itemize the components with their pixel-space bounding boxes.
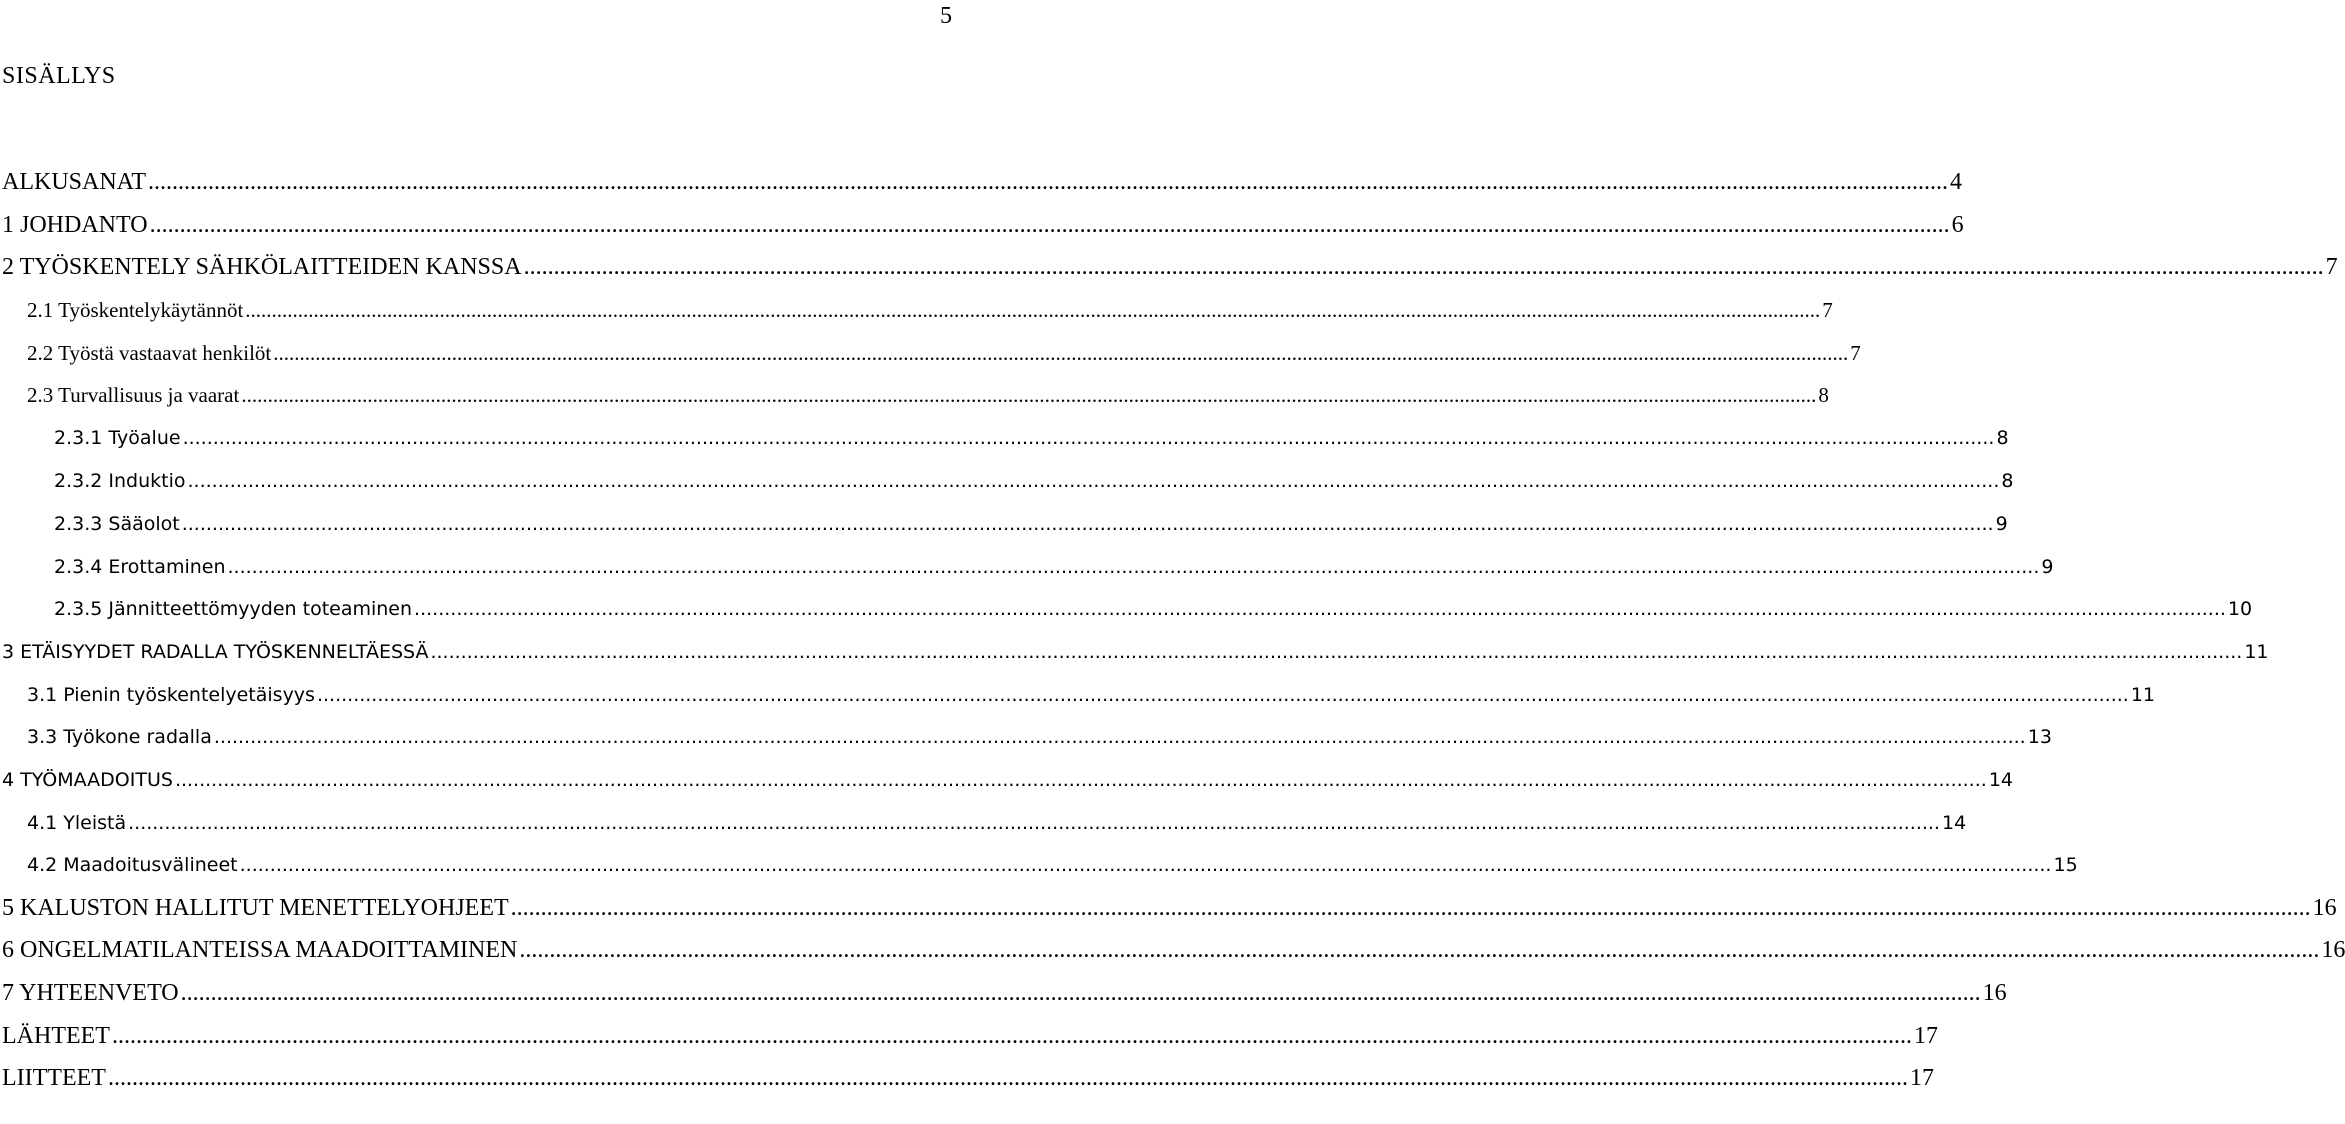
toc-entry-page: 9 bbox=[1995, 512, 2008, 535]
toc-entry-label: LÄHTEET bbox=[2, 1022, 110, 1049]
toc-entry-3-3[interactable] bbox=[0, 716, 2052, 759]
toc-entry-label: 2.3 Turvallisuus ja vaarat bbox=[27, 383, 240, 408]
toc-entry-tyomaadoitus[interactable] bbox=[0, 759, 2013, 802]
toc-entry-label: 4.2 Maadoitusvälineet bbox=[27, 854, 238, 877]
toc-entry-2-3-4[interactable] bbox=[0, 545, 2054, 588]
toc-entry-label: 2 TYÖSKENTELY SÄHKÖLAITTEIDEN KANSSA bbox=[2, 254, 522, 281]
toc-entry-page: 7 bbox=[1850, 340, 1861, 365]
dot-leader: ............................................................................................................................................................................................................................................................................................................ bbox=[213, 726, 2026, 749]
toc-entry-label: LIITTEET bbox=[2, 1065, 106, 1092]
toc-entry-page: 16 bbox=[2321, 937, 2345, 964]
dot-leader: ............................................................................................................................................................................................................................................................................................................ bbox=[111, 1022, 1912, 1049]
toc-entry-page: 13 bbox=[2027, 726, 2052, 749]
toc-entry-2-3[interactable] bbox=[0, 374, 1829, 417]
dot-leader: ............................................................................................................................................................................................................................................................................................................ bbox=[316, 683, 2129, 706]
toc-entry-4-1[interactable] bbox=[0, 801, 1967, 844]
toc-entry-label: 2.3.4 Erottaminen bbox=[54, 555, 226, 578]
dot-leader: ............................................................................................................................................................................................................................................................................................................ bbox=[227, 555, 2040, 578]
toc-entry-page: 9 bbox=[2041, 555, 2054, 578]
toc-entry-label: 3 ETÄISYYDET RADALLA TYÖSKENNELTÄESSÄ bbox=[2, 640, 429, 663]
toc-entry-page: 17 bbox=[1909, 1065, 1934, 1092]
toc-entry-label: 1 JOHDANTO bbox=[2, 211, 148, 238]
toc-entry-page: 11 bbox=[2130, 683, 2156, 706]
toc-entry-2-3-5[interactable] bbox=[0, 588, 2253, 631]
toc-entry-page: 14 bbox=[1941, 811, 1967, 834]
dot-leader: ............................................................................................................................................................................................................................................................................................................ bbox=[181, 512, 1994, 535]
toc-entry-label: 2.3.3 Sääolot bbox=[54, 512, 180, 535]
toc-entry-label: 3.1 Pienin työskentelyetäisyys bbox=[27, 683, 315, 706]
dot-leader: ............................................................................................................................................................................................................................................................................................................ bbox=[174, 768, 1987, 791]
page-number: 5 bbox=[940, 3, 952, 29]
toc-entry-page: 15 bbox=[2053, 854, 2078, 877]
dot-leader: ............................................................................................................................................................................................................................................................................................................ bbox=[430, 640, 2243, 663]
toc-entry-johdanto[interactable] bbox=[0, 204, 1964, 247]
toc-entry-page: 6 bbox=[1951, 211, 1964, 238]
toc-entry-page: 16 bbox=[1982, 979, 2007, 1006]
toc-entry-alkusanat[interactable] bbox=[0, 161, 1962, 204]
toc-entry-2-3-3[interactable] bbox=[0, 503, 2008, 546]
dot-leader: ............................................................................................................................................................................................................................................................................................................ bbox=[239, 854, 2052, 877]
toc-entry-label: 6 ONGELMATILANTEISSA MAADOITTAMINEN bbox=[2, 937, 518, 964]
dot-leader: ............................................................................................................................................................................................................................................................................................................ bbox=[148, 168, 1948, 195]
toc-entry-label: 3.3 Työkone radalla bbox=[27, 726, 212, 749]
toc-entry-label: 4 TYÖMAADOITUS bbox=[2, 768, 173, 791]
toc-entry-3-1[interactable] bbox=[0, 673, 2156, 716]
toc-entry-label: 2.1 Työskentelykäytännöt bbox=[27, 297, 244, 322]
dot-leader: ............................................................................................................................................................................................................................................................................................................ bbox=[414, 598, 2226, 621]
dot-leader: ............................................................................................................................................................................................................................................................................................................ bbox=[128, 811, 1940, 834]
toc-title: SISÄLLYS bbox=[2, 63, 116, 89]
toc-entry-page: 17 bbox=[1913, 1022, 1938, 1049]
toc-entry-ongelmatilanteissa[interactable] bbox=[0, 929, 2345, 972]
toc-entry-page: 11 bbox=[2244, 640, 2269, 663]
dot-leader: ............................................................................................................................................................................................................................................................................................................ bbox=[241, 383, 1817, 408]
dot-leader: ............................................................................................................................................................................................................................................................................................................ bbox=[523, 254, 2324, 281]
toc-entry-2-2[interactable] bbox=[0, 332, 1861, 375]
toc-entry-tyoskentely[interactable] bbox=[0, 246, 2338, 289]
toc-entry-label: 5 KALUSTON HALLITUT MENETTELYOHJEET bbox=[2, 894, 509, 921]
toc-entry-label: 2.3.5 Jännitteettömyyden toteaminen bbox=[54, 598, 413, 621]
toc-entry-page: 14 bbox=[1988, 768, 2013, 791]
dot-leader: ............................................................................................................................................................................................................................................................................................................ bbox=[519, 937, 2320, 964]
dot-leader: ............................................................................................................................................................................................................................................................................................................ bbox=[245, 297, 1821, 322]
toc-entry-4-2[interactable] bbox=[0, 844, 2078, 887]
toc-entry-label: 2.2 Työstä vastaavat henkilöt bbox=[27, 340, 272, 365]
dot-leader: ............................................................................................................................................................................................................................................................................................................ bbox=[187, 470, 2000, 493]
toc-entry-2-3-2[interactable] bbox=[0, 460, 2014, 503]
toc-entry-etaisyydet[interactable] bbox=[0, 631, 2269, 674]
toc-entry-2-1[interactable] bbox=[0, 289, 1833, 332]
toc-entry-label: 7 YHTEENVETO bbox=[2, 979, 179, 1006]
toc-entry-page: 8 bbox=[2001, 470, 2014, 493]
toc-entry-2-3-1[interactable] bbox=[0, 417, 2009, 460]
toc-entry-liitteet[interactable] bbox=[0, 1057, 1934, 1100]
toc-entry-label: 4.1 Yleistä bbox=[27, 811, 127, 834]
toc-entry-page: 10 bbox=[2227, 598, 2253, 621]
toc-entry-page: 7 bbox=[2325, 254, 2338, 281]
toc-entry-page: 4 bbox=[1950, 168, 1962, 195]
toc-entry-page: 16 bbox=[2312, 894, 2337, 921]
dot-leader: ............................................................................................................................................................................................................................................................................................................ bbox=[149, 211, 1950, 238]
dot-leader: ............................................................................................................................................................................................................................................................................................................ bbox=[107, 1065, 1908, 1092]
toc-entry-yhteenveto[interactable] bbox=[0, 972, 2007, 1015]
toc-entry-page: 7 bbox=[1822, 297, 1833, 322]
dot-leader: ............................................................................................................................................................................................................................................................................................................ bbox=[182, 427, 1995, 450]
toc-entry-page: 8 bbox=[1818, 383, 1829, 408]
table-of-contents bbox=[0, 161, 2345, 1100]
toc-entry-kaluston[interactable] bbox=[0, 887, 2337, 930]
toc-entry-label: ALKUSANAT bbox=[2, 168, 146, 195]
toc-entry-label: 2.3.2 Induktio bbox=[54, 470, 186, 493]
dot-leader: ............................................................................................................................................................................................................................................................................................................ bbox=[273, 340, 1849, 365]
toc-entry-page: 8 bbox=[1996, 427, 2009, 450]
dot-leader: ............................................................................................................................................................................................................................................................................................................ bbox=[510, 894, 2311, 921]
toc-entry-lahteet[interactable] bbox=[0, 1015, 1938, 1058]
dot-leader: ............................................................................................................................................................................................................................................................................................................ bbox=[180, 979, 1981, 1006]
toc-entry-label: 2.3.1 Työalue bbox=[54, 427, 181, 450]
